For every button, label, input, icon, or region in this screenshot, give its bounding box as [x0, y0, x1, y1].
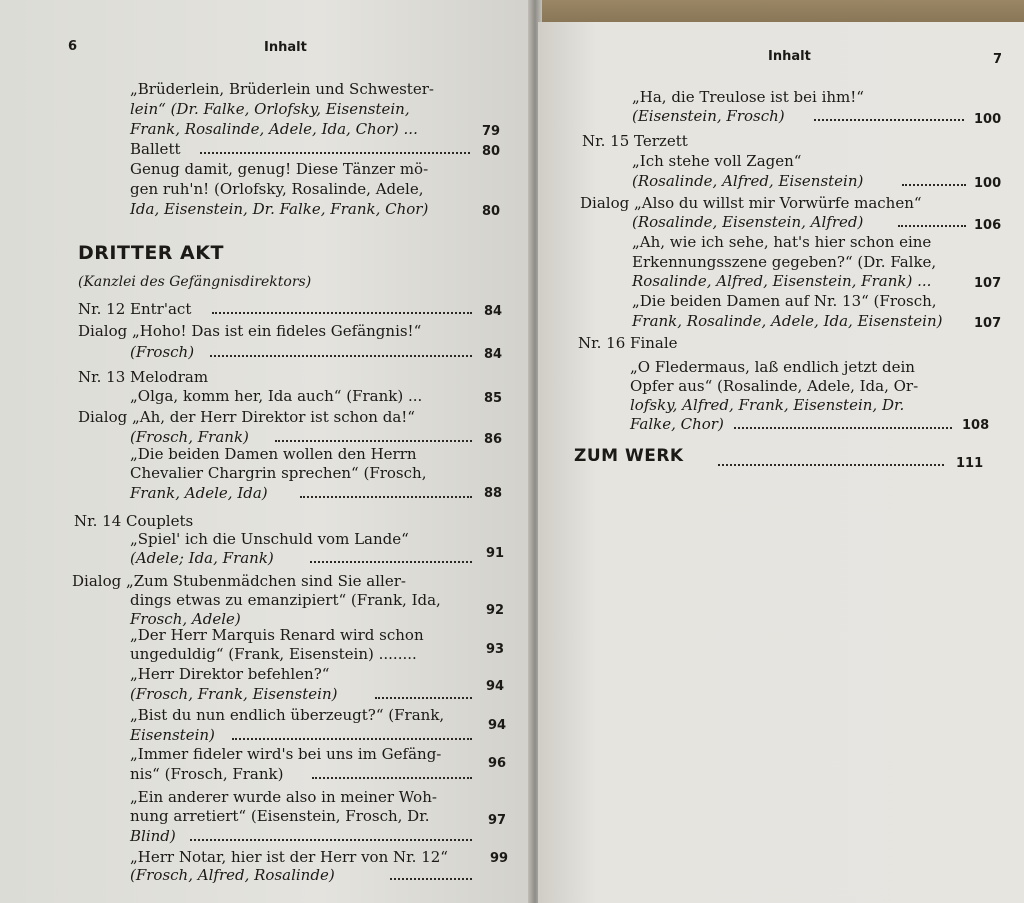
leader-dots	[734, 427, 952, 429]
toc-line: Nr. 16 Finale	[578, 334, 678, 352]
leader-dots	[232, 738, 472, 740]
right-page	[538, 22, 1024, 903]
toc-line: Frank, Adele, Ida)	[130, 484, 268, 502]
toc-line: „Brüderlein, Brüderlein und Schwester-	[130, 80, 434, 98]
toc-page-ref: 92	[486, 603, 505, 618]
left-running-head: Inhalt	[264, 40, 307, 55]
toc-page-ref: 80	[482, 144, 501, 159]
leader-dots	[390, 878, 472, 880]
toc-page-ref: 84	[484, 347, 503, 362]
toc-line: Dialog „Also du willst mir Vorwürfe machen“	[580, 194, 922, 212]
toc-page-ref: 94	[488, 718, 507, 733]
toc-line: lein“ (Dr. Falke, Orlofsky, Eisenstein,	[130, 100, 410, 118]
toc-line: „Ich stehe voll Zagen“	[632, 152, 802, 170]
toc-page-ref: 79	[482, 124, 501, 139]
toc-line: ungeduldig“ (Frank, Eisenstein) ........	[130, 645, 417, 663]
toc-page-ref: 86	[484, 432, 503, 447]
toc-line: gen ruh'n! (Orlofsky, Rosalinde, Adele,	[130, 180, 424, 198]
toc-line: dings etwas zu emanzipiert“ (Frank, Ida,	[130, 591, 441, 609]
toc-line: Frank, Rosalinde, Adele, Ida, Chor) ...	[130, 120, 418, 138]
leader-dots	[898, 225, 966, 227]
toc-line: Frosch, Adele)	[130, 610, 241, 628]
toc-line: Rosalinde, Alfred, Eisenstein, Frank) ...	[632, 272, 932, 290]
toc-line: nung arretiert“ (Eisenstein, Frosch, Dr.	[130, 807, 430, 825]
toc-line: (Frosch)	[130, 343, 195, 361]
toc-page-ref: 91	[486, 546, 505, 561]
toc-line: Opfer aus“ (Rosalinde, Adele, Ida, Or-	[630, 377, 919, 395]
leader-dots	[310, 561, 472, 563]
toc-page-ref: 96	[488, 756, 507, 771]
toc-line: (Eisenstein, Frosch)	[632, 107, 785, 125]
toc-line: (Frosch, Frank, Eisenstein)	[130, 685, 338, 703]
toc-line: Ida, Eisenstein, Dr. Falke, Frank, Chor)	[130, 200, 429, 218]
toc-line: (Rosalinde, Alfred, Eisenstein)	[632, 172, 864, 190]
toc-page-ref: 99	[490, 851, 509, 866]
toc-page-ref: 88	[484, 486, 503, 501]
left-page-number: 6	[68, 39, 78, 54]
leader-dots	[212, 312, 472, 314]
toc-line: Nr. 15 Terzett	[582, 132, 688, 150]
toc-line: „Herr Notar, hier ist der Herr von Nr. 12“	[130, 848, 448, 866]
toc-line: Chevalier Chargrin sprechen“ (Frosch,	[130, 464, 427, 482]
toc-line: „Immer fideler wird's bei uns im Gefäng-	[130, 745, 442, 763]
leader-dots	[190, 839, 472, 841]
leader-dots	[718, 464, 944, 466]
toc-line: „Die beiden Damen auf Nr. 13“ (Frosch,	[632, 292, 937, 310]
section-heading: ZUM WERK	[574, 446, 684, 466]
toc-line: Dialog „Zum Stubenmädchen sind Sie aller-	[72, 572, 406, 590]
toc-line: „Olga, komm her, Ida auch“ (Frank) ...	[130, 387, 423, 405]
toc-line: „Spiel' ich die Unschuld vom Lande“	[130, 530, 409, 548]
toc-page-ref: 97	[488, 813, 507, 828]
leader-dots	[375, 697, 472, 699]
toc-page-ref: 85	[484, 391, 503, 406]
toc-line: Nr. 13 Melodram	[78, 368, 209, 386]
toc-page-ref: 108	[962, 418, 990, 433]
toc-line: (Frosch, Frank)	[130, 428, 249, 446]
toc-page-ref: 111	[956, 456, 984, 471]
leader-dots	[300, 496, 472, 498]
section-subheading: (Kanzlei des Gefängnisdirektors)	[78, 274, 312, 290]
toc-line: Dialog „Ah, der Herr Direktor ist schon da!“	[78, 408, 415, 426]
toc-page-ref: 100	[974, 112, 1002, 127]
toc-page-ref: 93	[486, 642, 505, 657]
right-running-head: Inhalt	[768, 49, 811, 64]
toc-line: lofsky, Alfred, Frank, Eisenstein, Dr.	[630, 396, 905, 414]
toc-page-ref: 84	[484, 304, 503, 319]
section-heading: DRITTER AKT	[78, 242, 224, 264]
toc-line: Ballett	[130, 140, 181, 158]
toc-page-ref: 107	[974, 276, 1002, 291]
toc-line: Dialog „Hoho! Das ist ein fideles Gefängnis!“	[78, 322, 422, 340]
toc-page-ref: 106	[974, 218, 1002, 233]
toc-page-ref: 94	[486, 679, 505, 694]
toc-line: Eisenstein)	[130, 726, 215, 744]
toc-line: „Herr Direktor befehlen?“	[130, 665, 330, 683]
toc-line: „O Fledermaus, laß endlich jetzt dein	[630, 358, 915, 376]
toc-line: Nr. 12 Entr'act	[78, 300, 192, 318]
toc-line: Falke, Chor)	[630, 415, 724, 433]
right-page-number: 7	[993, 52, 1003, 67]
toc-page-ref: 80	[482, 204, 501, 219]
toc-line: nis“ (Frosch, Frank)	[130, 765, 284, 783]
toc-line: (Adele; Ida, Frank)	[130, 549, 274, 567]
toc-line: „Ah, wie ich sehe, hat's hier schon eine	[632, 233, 932, 251]
leader-dots	[210, 355, 472, 357]
toc-page-ref: 100	[974, 176, 1002, 191]
toc-line: „Der Herr Marquis Renard wird schon	[130, 626, 424, 644]
toc-line: „Bist du nun endlich überzeugt?“ (Frank,	[130, 706, 445, 724]
toc-line: (Frosch, Alfred, Rosalinde)	[130, 866, 335, 884]
leader-dots	[312, 777, 472, 779]
toc-line: „Ein anderer wurde also in meiner Woh-	[130, 788, 437, 806]
toc-line: (Rosalinde, Eisenstein, Alfred)	[632, 213, 864, 231]
toc-line: Blind)	[130, 827, 176, 845]
toc-line: Erkennungsszene gegeben?“ (Dr. Falke,	[632, 253, 937, 271]
toc-line: Nr. 14 Couplets	[74, 512, 194, 530]
leader-dots	[902, 184, 966, 186]
toc-line: „Ha, die Treulose ist bei ihm!“	[632, 88, 864, 106]
toc-line: „Die beiden Damen wollen den Herrn	[130, 445, 417, 463]
toc-line: Genug damit, genug! Diese Tänzer mö-	[130, 160, 429, 178]
leader-dots	[200, 152, 470, 154]
leader-dots	[814, 119, 964, 121]
toc-page-ref: 107	[974, 316, 1002, 331]
leader-dots	[275, 440, 472, 442]
toc-line: Frank, Rosalinde, Adele, Ida, Eisenstein)	[632, 312, 943, 330]
